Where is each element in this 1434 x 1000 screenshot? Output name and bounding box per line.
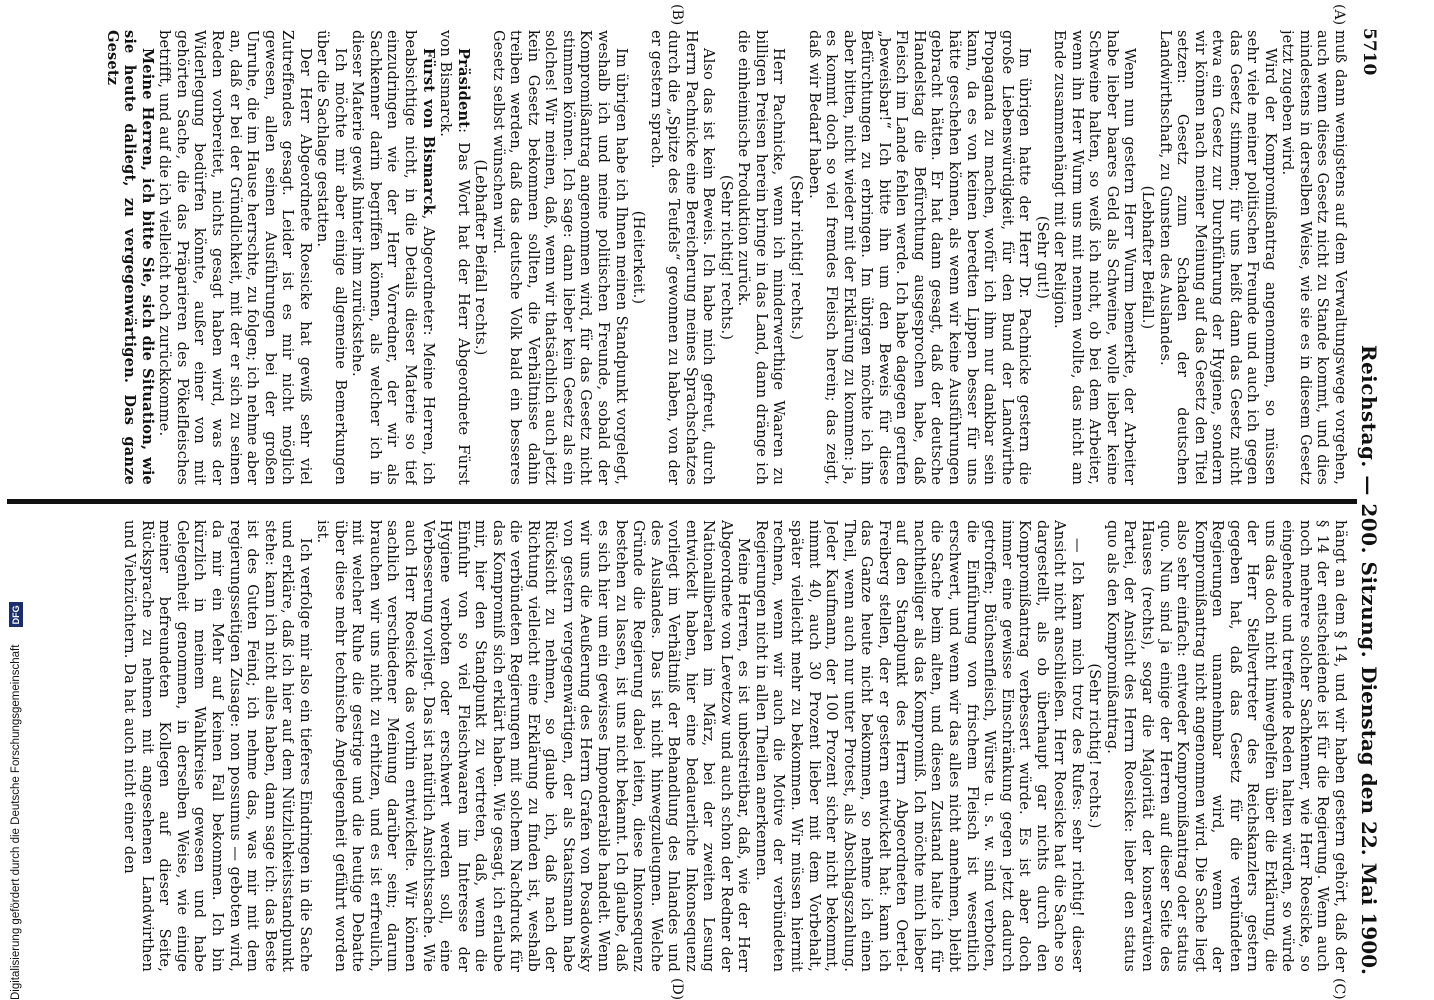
- rotated-page: [5, 0, 1385, 1000]
- interjection: (Lebhafter Beifall rechts.): [472, 159, 490, 356]
- margin-mark-c: (C): [1331, 978, 1347, 1000]
- paragraph: Im übrigen habe ich Ihnen meinen Standpunkt vorgelegt, weshalb ich und meine politischen Freunde, sobald der Kompromißantrag angenommen wird, für das Gesetz nicht stimmen können. Ich sage: dann lieber kein Gesetz als ein solches! Wir meinen, daß, wenn wir thatsächlich auch jetzt kein Gesetz bekommen sollten, die Verhältnisse dahin treiben werden, daß das deutsche Volk bald ein besseres Gesetz selbst wünschen wird.: [489, 30, 630, 485]
- speaker-name: Fürst von Bismarck: [419, 48, 437, 215]
- paragraph: Meine Herren, es ist unbestreitbar, daß, wie der Herr Abgeordnete von Levetzow und auch schon der Redner der Nationalliberalen im März, bei der zweiten Lesung entwickelt haben, hier eine bedauerliche Inkonsequenz vorliegt im Verhältniß der Behandlung des Inlandes und des Auslandes. Das ist nicht hinwegzuleugnen. Welche Gründe die Regierung dabei leiten, diese Inkonsequenz bestehen zu lassen, ist uns nicht bekannt. Ich glaube, daß es sich hier um ein gewisses Imponderabile handelt. Wenn wir uns die Aeußerung des Herrn Grafen von Posadowsky von gestern vergegenwärtigen, der als Staatsmann habe Rücksicht zu nehmen, so glaube ich, daß nach der Richtung vielleicht eine Erklärung zu finden ist, weshalb die verbündeten Regierungen mit solchem Nachdruck für das Kompromiß sich erklärt haben. Wie gesagt, ich erlaube mir, hier den Standpunkt zu vertreten, daß, wenn die Einfuhr von so viel Fleischwaaren im Interesse der Hygiene verboten oder erschwert werden soll, eine Verbesserung vorliegt. Das ist natürlich Ansichtssache. Wie auch Herr Roesicke das vorhin entwickelte. Wir können sachlich verschiedener Meinung darüber sein; darum brauchen wir uns nicht zu erhitzen, und es ist erfreulich, mit welcher Ruhe die gestrige und die heutige Debatte über diese mehr technische Angelegenheit geführt worden ist.: [314, 520, 753, 972]
- paragraph: Also das ist kein Beweis. Ich habe mich gefreut, durch Herrn Pachnicke eine Bereicherung meines Sprachschatzes durch die „Spitze des Teufels“ gewonnen zu haben, von der er gestern sprach.: [647, 30, 718, 485]
- page-header: [1353, 28, 1383, 975]
- paragraph: Der Herr Abgeordnete Roesicke hat gewiß sehr viel Zutreffendes gesagt. Leider ist es mir nicht möglich gewesen, allen seinen Ausführungen bei der großen Unruhe, die im Hause herrschte, zu folgen; ich nehme aber an, daß er bei der Gründlichkeit, mit der er sich zu seinen Reden vorbereitet, nichts gesagt haben wird, was der Widerlegung bedürfen könnte, außer einer von mit gehörten Sache, die das Präparieren des Pökelfleisches betrifft, und auf die ich vielleicht noch zurückkomme.: [156, 30, 314, 485]
- interjection: (Sehr richtig! rechts.): [717, 174, 735, 341]
- paragraph: muß dann wenigstens auf dem Verwaltungswege vorgehen, auch wenn dieses Gesetz nicht zu Stande kommt, und dies mindestens in derselben Weise, wie sie es in diesem Gesetz jetzt zugeben wird.: [1279, 30, 1349, 485]
- page-number: 5710: [1359, 28, 1379, 76]
- paragraph: Wird der Kompromißantrag angenommen, so müssen sehr viele meiner politischen Freunde und auch ich gegen das Gesetz stimmen; für uns heißt dann das Gesetz nicht etwa ein Gesetz zur Durchführung der Hygiene, sondern wir können nach meiner Meinung auf das Gesetz den Titel setzen: Gesetz zum Schaden der deutschen Landwirthschaft, zu Gunsten des Auslandes.: [1156, 30, 1279, 485]
- speaker-paragraph: [349, 30, 437, 485]
- column-divider: [7, 499, 1357, 504]
- left-column: [9, 30, 1349, 485]
- paragraph: — Ich kann mich trotz des Rufes: sehr richtig! dieser Ansicht nicht anschließen. Herr Roesicke hat die Sache so dargestellt, als ob überhaupt gar nichts durch den Kompromißantrag verbessert würde. Es ist aber doch immer eine gewisse Einschränkung gegen jetzt dadurch getroffen; Büchsenfleisch, Würste u. s. w. sind verboten, die Einführung von frischem Fleisch ist wesentlich erschwert, und wenn wir das alles nicht annehmen, bleibt die Sache beim alten, und diesen Zustand halte ich für nachtheiliger als das Kompromiß. Ich möchte mich lieber auf den Standpunkt des Herrn Abgeordneten Oertel-Freiberg stellen, der er gestern entwickelt hat: kann ich das Ganze heute nicht bekommen, so nehme ich einen Theil, wenn auch nur unter Protest, als Abschlagszahlung. Jeder Kaufmann, der 100 Prozent sicher nicht bekommt, nimmt 40, auch 30 Prozent lieber mit dem Vorbehalt, später vielleicht mehr zu bekommen. Wir müssen hiermit rechnen, wenn wir auch die Motive der verbündeten Regierungen nicht in allen Theilen anerkennen.: [752, 520, 1086, 972]
- running-title: Reichstag. — 200. Sitzung.: [1357, 344, 1381, 659]
- margin-mark-b: (B): [669, 4, 685, 26]
- right-column: [9, 520, 1349, 972]
- margin-mark-a: (A): [1331, 4, 1347, 26]
- president-text: : Das Wort hat der Herr Abgeordnete Fürst von Bismarck.: [437, 30, 472, 485]
- interjection: (Sehr richtig! rechts.): [1086, 663, 1104, 829]
- paragraph: Im übrigen hatte der Herr Dr. Pachnicke gestern die große Liebenswürdigkeit, für den Bund der Landwirthe Propaganda zu machen, wofür ich ihm nur dankbar sein kann, da es von keinen beredten Lippen besser für uns hätte geschehen können, als wenn wir keine Ausführungen gebracht hätten. Er hat dann gesagt, daß der deutsche Handelstag die Befürchtung ausgesprochen habe, daß Fleisch im Lande fehlen werde. Ich habe dagegen gerufen „beweisbar!“ Ich bitte ihn um den Beweis für diese Befürchtungen zu erbringen. Im übrigen möchte ich ihn aber bitten, nicht wieder mit der Erklärung zu kommen: ja, es kommt doch so viel fremdes Fleisch herein; das zeigt, daß wir Bedarf haben.: [805, 30, 1034, 485]
- dfg-logo-icon: DFG: [9, 602, 23, 627]
- interjection: (Sehr gut!): [1033, 215, 1051, 300]
- session-date: Dienstag den 22. Mai 1900.: [1357, 666, 1381, 975]
- interjection: (Sehr richtig! rechts.): [788, 174, 806, 341]
- digitization-credit: Digitalisierung gefördert durch die Deutsche Forschungsgemeinschaft: [10, 644, 22, 1000]
- digitization-sidebar: [4, 0, 28, 1000]
- paragraph: Ich möchte mir aber einige allgemeine Bemerkungen über die Sachlage gestatten.: [314, 30, 349, 485]
- paragraph: hängt an dem § 14, und wir haben gestern gehört, daß der § 14 der entscheidende ist für die Regierung. Wenn auch noch mehrere solcher Sachkenner, wie Herr Roesicke, so eingehende und treffende Reden halten würden, so würde uns das doch nicht hinweghelfen über die Erklärung, die der Herr Stellvertreter des Reichskanzlers gestern gegeben hat, daß das Gesetz für die verbündeten Regierungen unannehmbar wird, wenn der Kompromißantrag nicht angenommen wird. Die Sache liegt also sehr einfach: entweder Kompromißantrag oder status quo. Nun sind ja einige der Herren auf dieser Seite des Hauses (rechts), sogar die Majorität der konservativen Partei, der Ansicht des Herrn Roesicke: lieber den status quo als den Kompromißantrag.: [1103, 520, 1349, 972]
- paragraph: Herr Pachnicke, wenn ich minderwerthige Waaren zu billigen Preisen herein bringe in das Land, dann dränge ich die einheimische Produktion zurück.: [735, 30, 788, 485]
- margin-mark-d: (D): [669, 978, 685, 1000]
- paragraph: Wenn nun gestern Herr Wurm bemerkte, der Arbeiter habe lieber baares Geld als Schweine, wolle lieber keine Schweine halten, so weiß ich nicht, ob bei dem Arbeiter, wenn ihn Herr Wurm uns mit nennen wollte, das nicht am Ende zusammenhängt mit der Religion.: [1051, 30, 1139, 485]
- interjection: (Lebhafter Beifall.): [1138, 185, 1156, 330]
- speaker-text: , Abgeordneter: Meine Herren, ich beabsichtige nicht, in die Details dieser Materie so tief einzudringen wie der Herr Vorredner, der wir als Sachkenner darin begriffen können, als welcher ich in dieser Materie gewiß hinter ihm zurückstehe.: [349, 30, 437, 485]
- paragraph: Ich verfolge mir also ein tieferes Eindringen in die Sache und erkläre, daß ich hier auf dem Nützlichkeitsstandpunkt stehe: kann ich nicht alles haben, dann sage ich: das Beste ist des Guten Feind; ich nehme das, was mir mit dem regierungsseitigen Zusage: non possumus — geboten wird, da mir ein Mehr auf keinen Fall bekommen. Ich bin kürzlich in meinem Wahlkreise gewesen und habe Gelegenheit genommen, in derselben Weise, wie einige meiner befreundeten Kollegen auf dieser Seite, Rücksprache zu nehmen mit angesehenen Landwirthen und Viehzüchtern. Da hat auch nicht einer den: [121, 520, 314, 972]
- paragraph: Meine Herren, ich bitte Sie, sich die Situation, wie sie heute daliegt, zu vergegenwärtigen. Das ganze Gesetz: [103, 30, 156, 485]
- president-paragraph: [437, 30, 472, 485]
- interjection: (Heiterkeit.): [630, 210, 648, 305]
- president-label: Präsident: [454, 48, 472, 129]
